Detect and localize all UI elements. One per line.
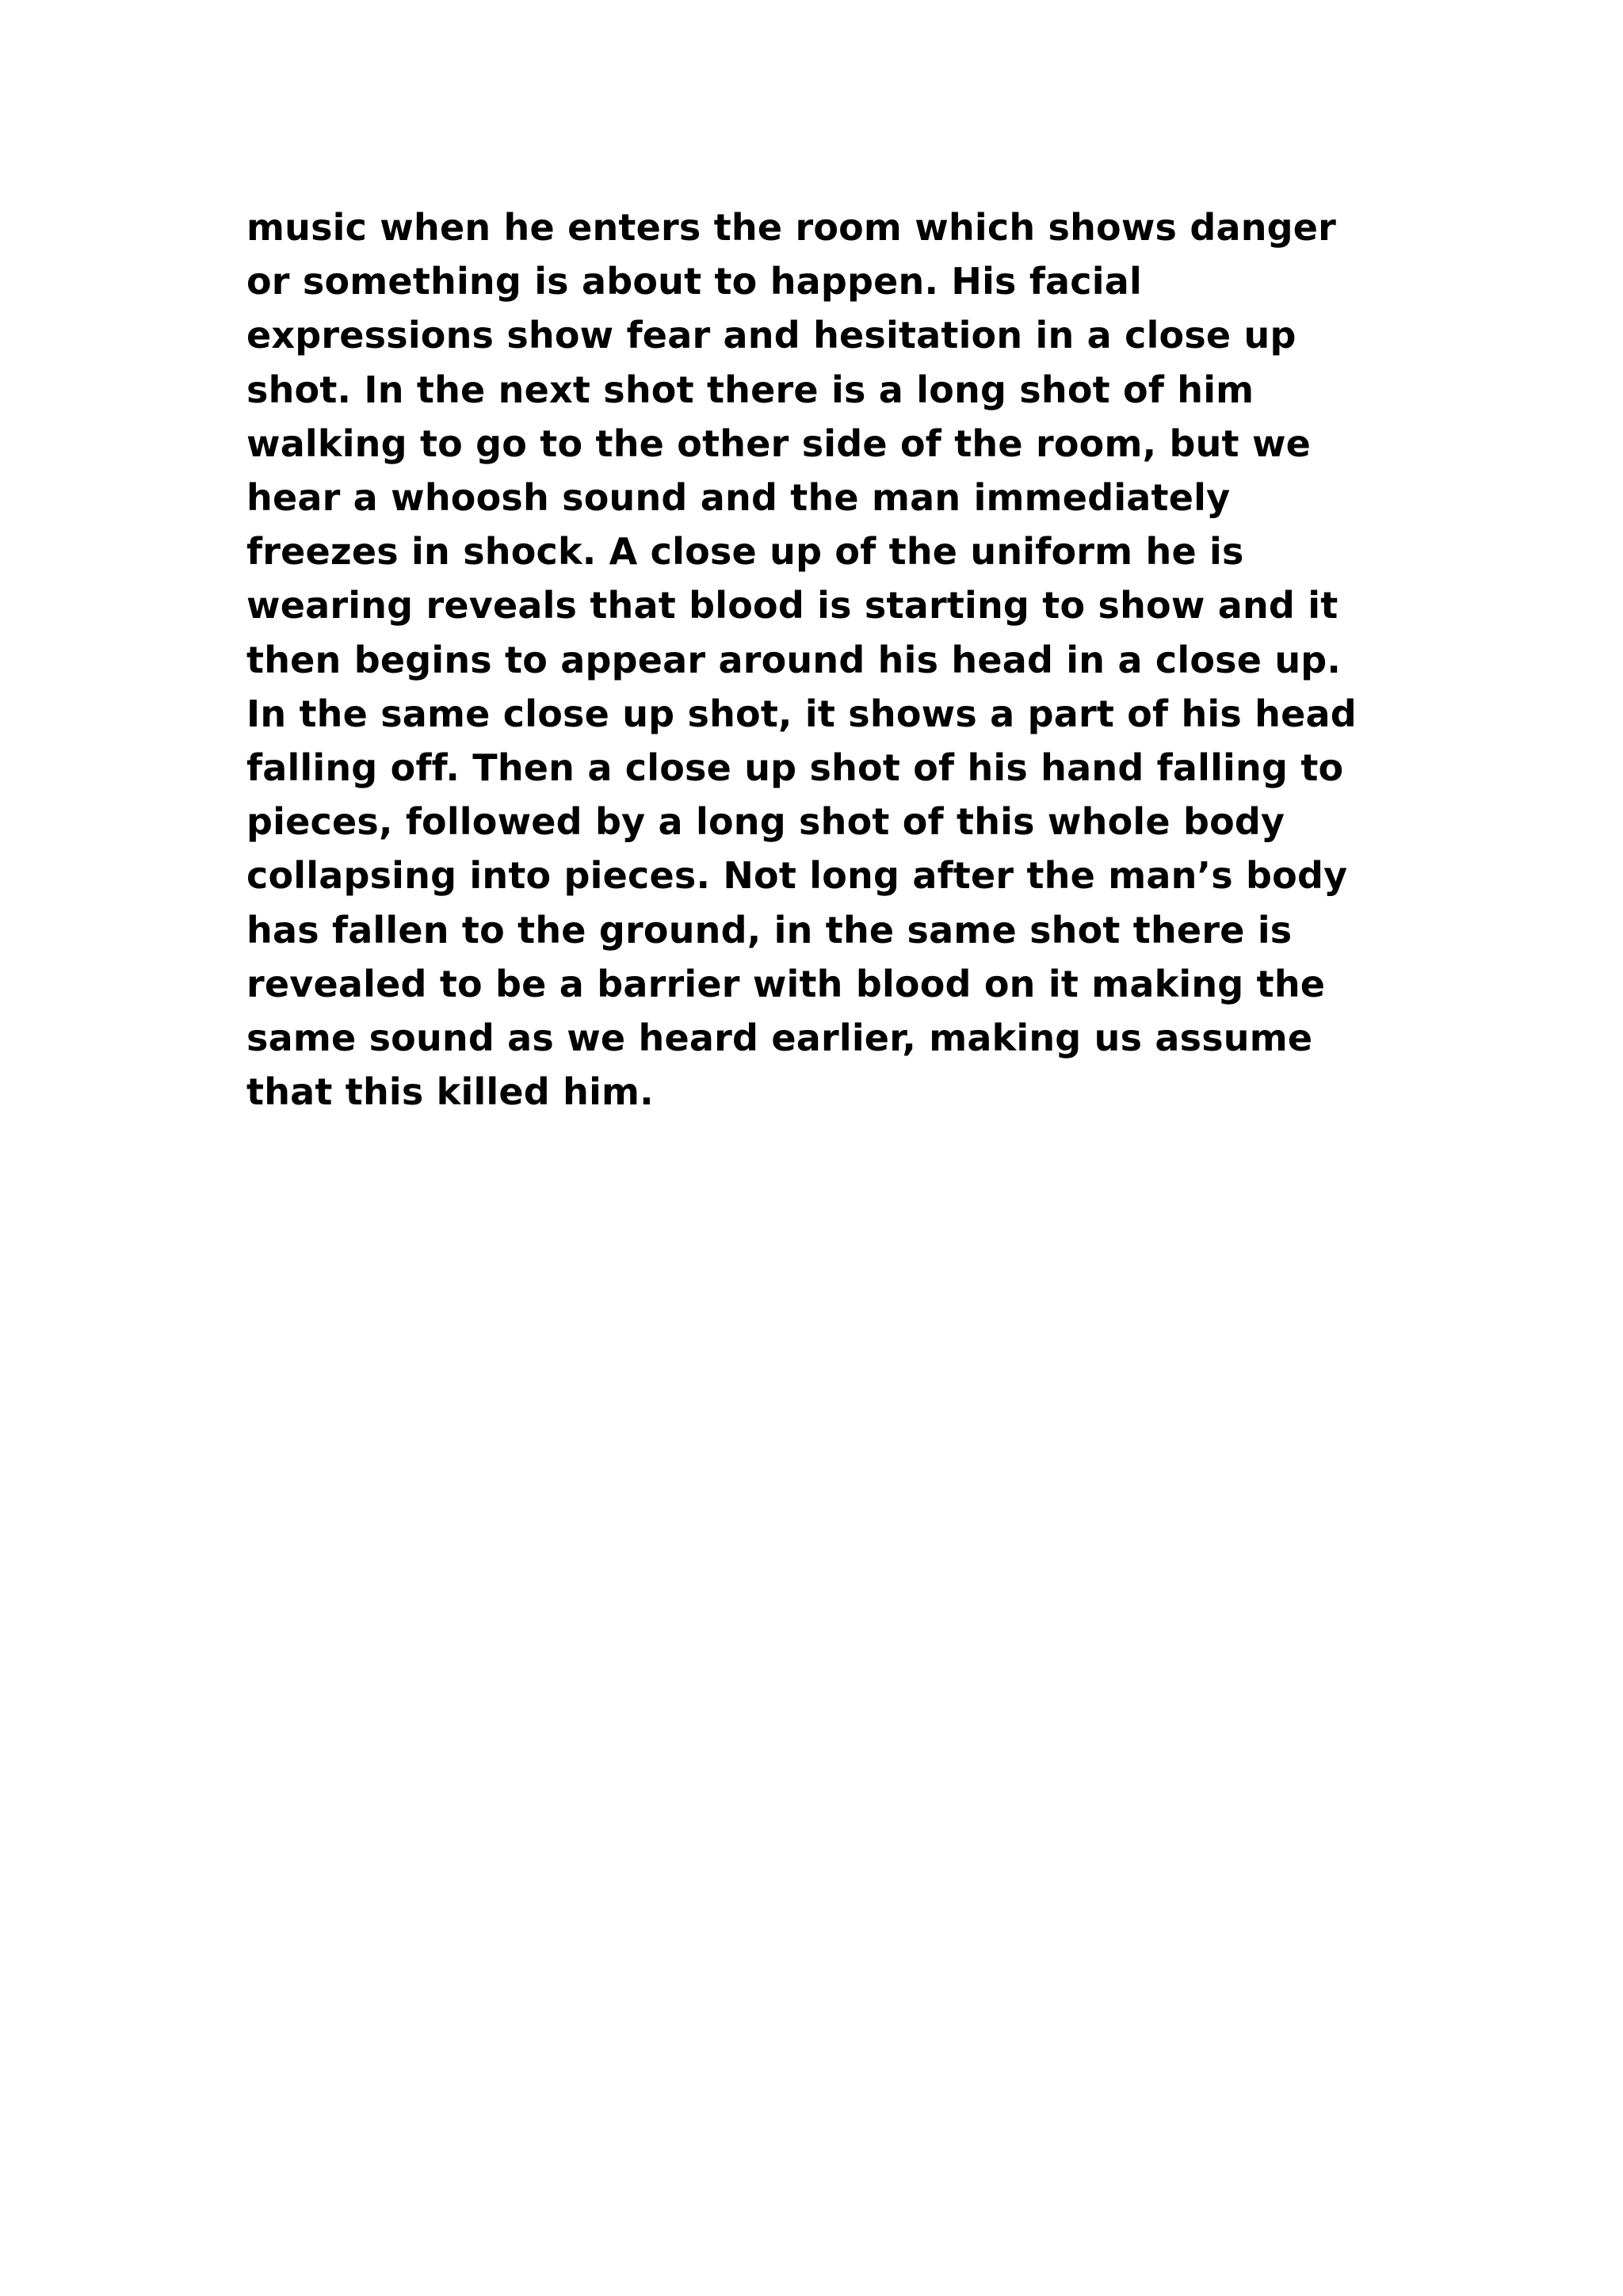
paragraph-line: freezes in shock. A close up of the uniform he is [246, 530, 1244, 574]
paragraph-line: expressions show fear and hesitation in a close up [246, 314, 1296, 357]
paragraph-line: then begins to appear around his head in a close up. [246, 638, 1342, 681]
paragraph-line: wearing reveals that blood is starting to show and it [246, 584, 1338, 627]
paragraph-line: revealed to be a barrier with blood on it making the [246, 962, 1326, 1005]
paragraph-line: walking to go to the other side of the room, but we [246, 421, 1312, 465]
paragraph-line: shot. In the next shot there is a long shot of him [246, 368, 1254, 411]
paragraph-line: or something is about to happen. His facial [246, 260, 1142, 303]
paragraph-line: same sound as we heard earlier, making us assume [246, 1016, 1313, 1060]
paragraph-line: music when he enters the room which shows danger [246, 206, 1337, 249]
paragraph-line: collapsing into pieces. Not long after the man’s body [246, 854, 1348, 898]
body-paragraph [246, 200, 1403, 1119]
paragraph-line: has fallen to the ground, in the same shot there is [246, 908, 1293, 952]
paragraph-line: In the same close up shot, it shows a part of his head [246, 692, 1357, 735]
paragraph-line: falling off. Then a close up shot of his hand falling to [246, 746, 1344, 790]
paragraph-line: that this killed him. [246, 1070, 654, 1114]
paragraph-line: hear a whoosh sound and the man immediately [246, 476, 1231, 520]
paragraph-line: pieces, followed by a long shot of this whole body [246, 800, 1285, 844]
